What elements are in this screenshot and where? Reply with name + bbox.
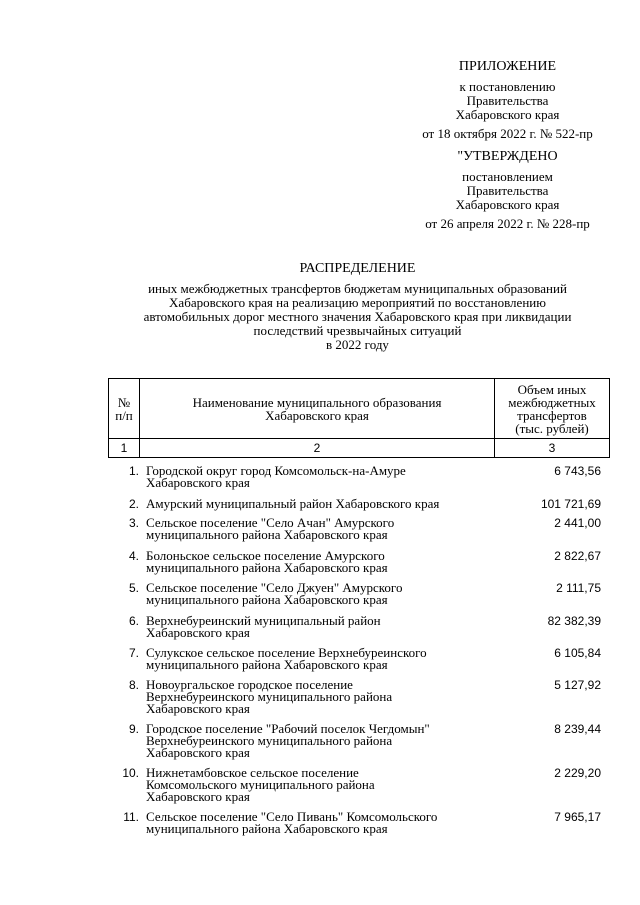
row-number: 10. [122, 766, 139, 780]
appendix-line: Хабаровского края [455, 107, 560, 122]
row-name [139, 517, 496, 541]
row-name [139, 550, 496, 574]
document-title-block [60, 262, 640, 352]
header-number-line: № [117, 394, 131, 410]
subtitle-line: иных межбюджетных трансфертов бюджетам муниципальных образований [148, 281, 567, 296]
approved-block [380, 150, 635, 231]
approved-line: постановлением [462, 169, 553, 184]
appendix-line: к постановлению [459, 79, 556, 94]
table-row [108, 723, 609, 767]
row-name-line: Хабаровского края [146, 701, 250, 716]
appendix-block [380, 60, 635, 141]
row-name-line: муниципального района Хабаровского края [146, 657, 388, 672]
document-heading: РАСПРЕДЕЛЕНИЕ [299, 261, 416, 276]
row-name [139, 465, 496, 489]
appendix-line: Правительства [466, 93, 549, 108]
column-number-1: 1 [109, 439, 140, 458]
table-row [108, 582, 609, 615]
appendix-date: от 18 октября 2022 г. № 522-пр [422, 126, 593, 141]
row-name-line: Комсомольского муниципального района [146, 777, 375, 792]
row-name-line: Хабаровского края [146, 625, 250, 640]
row-name-line: муниципального района Хабаровского края [146, 821, 388, 836]
row-number: 6. [128, 614, 139, 628]
row-name [139, 582, 496, 606]
row-number: 1. [128, 464, 139, 478]
row-name-line: Верхнебуреинского муниципального района [146, 689, 393, 704]
row-name [139, 647, 496, 671]
row-number: 5. [128, 581, 139, 595]
row-number: 3. [128, 516, 139, 530]
row-name [139, 679, 496, 715]
table-row [108, 647, 609, 679]
row-number: 2. [128, 497, 139, 511]
row-value: 82 382,39 [547, 614, 601, 628]
row-value: 8 239,44 [554, 722, 601, 736]
row-name-line: Верхнебуреинский муниципальный район [146, 613, 381, 628]
table-row [108, 811, 609, 844]
row-name-line: Нижнетамбовское сельское поселение [146, 765, 359, 780]
column-number-3: 3 [495, 439, 610, 458]
table-row [108, 679, 609, 723]
table-row [108, 550, 609, 582]
row-name-line: муниципального района Хабаровского края [146, 592, 388, 607]
header-amount [495, 379, 610, 439]
row-name-line: Сельское поселение "Село Пивань" Комсомольского [146, 809, 438, 824]
row-number: 9. [128, 722, 139, 736]
header-amount-line: межбюджетных [508, 394, 596, 410]
row-number: 7. [128, 646, 139, 660]
row-value: 2 229,20 [554, 766, 601, 780]
table-row [108, 465, 609, 498]
row-name-line: Сулукское сельское поселение Верхнебуреинского [146, 645, 427, 660]
distribution-table-header [108, 378, 609, 458]
table-row [108, 615, 609, 647]
row-name-line: муниципального района Хабаровского края [146, 560, 388, 575]
row-value: 6 743,56 [554, 464, 601, 478]
row-number: 11. [123, 810, 139, 824]
row-name-line: Городской округ город Комсомольск-на-Амуре [146, 463, 406, 478]
row-name-line: Хабаровского края [146, 789, 250, 804]
row-value: 2 441,00 [554, 516, 601, 530]
row-name-line: Сельское поселение "Село Ачан" Амурского [146, 515, 395, 530]
header-amount-line: (тыс. рублей) [515, 420, 589, 436]
row-name-line: муниципального района Хабаровского края [146, 527, 388, 542]
row-name-line: Амурский муниципальный район Хабаровского края [146, 496, 440, 511]
row-name-line: Хабаровского края [146, 745, 250, 760]
header-amount-line: трансфертов [517, 407, 587, 423]
subtitle-line: последствий чрезвычайных ситуаций [253, 323, 462, 338]
header-number [109, 379, 140, 439]
row-name [139, 615, 496, 639]
subtitle-line: автомобильных дорог местного значения Хабаровского края при ликвидации [143, 309, 572, 324]
table-row [108, 767, 609, 811]
row-value: 5 127,92 [554, 678, 601, 692]
row-value: 2 111,75 [556, 581, 601, 595]
subtitle-line: в 2022 году [326, 337, 389, 352]
header-amount-line: Объем иных [517, 381, 587, 397]
approved-date: от 26 апреля 2022 г. № 228-пр [425, 216, 590, 231]
distribution-table-rows [108, 465, 609, 844]
row-name-line: Сельское поселение "Село Джуен" Амурского [146, 580, 403, 595]
approved-title: "УТВЕРЖДЕНО [457, 149, 558, 164]
row-number: 8. [128, 678, 139, 692]
row-name-line: Болоньское сельское поселение Амурского [146, 548, 385, 563]
row-value: 7 965,17 [554, 810, 601, 824]
row-name [139, 498, 496, 510]
column-number-2: 2 [140, 439, 495, 458]
row-name [139, 811, 496, 835]
subtitle-line: Хабаровского края на реализацию мероприятий по восстановлению [169, 295, 546, 310]
row-name-line: Городское поселение "Рабочий поселок Чегдомын" [146, 721, 430, 736]
appendix-title: ПРИЛОЖЕНИЕ [458, 59, 557, 74]
header-name [140, 379, 495, 439]
approved-line: Хабаровского края [455, 197, 560, 212]
table-row [108, 517, 609, 550]
row-name-line: Верхнебуреинского муниципального района [146, 733, 393, 748]
header-number-line: п/п [115, 407, 133, 423]
row-name-line: Хабаровского края [146, 475, 250, 490]
header-name-line: Хабаровского края [265, 407, 369, 423]
row-number: 4. [128, 549, 139, 563]
approved-line: Правительства [466, 183, 549, 198]
header-name-line: Наименование муниципального образования [192, 394, 442, 410]
row-value: 101 721,69 [540, 497, 601, 511]
row-value: 2 822,67 [554, 549, 601, 563]
row-name [139, 767, 496, 803]
row-name [139, 723, 496, 759]
row-value: 6 105,84 [554, 646, 601, 660]
row-name-line: Новоургальское городское поселение [146, 677, 353, 692]
